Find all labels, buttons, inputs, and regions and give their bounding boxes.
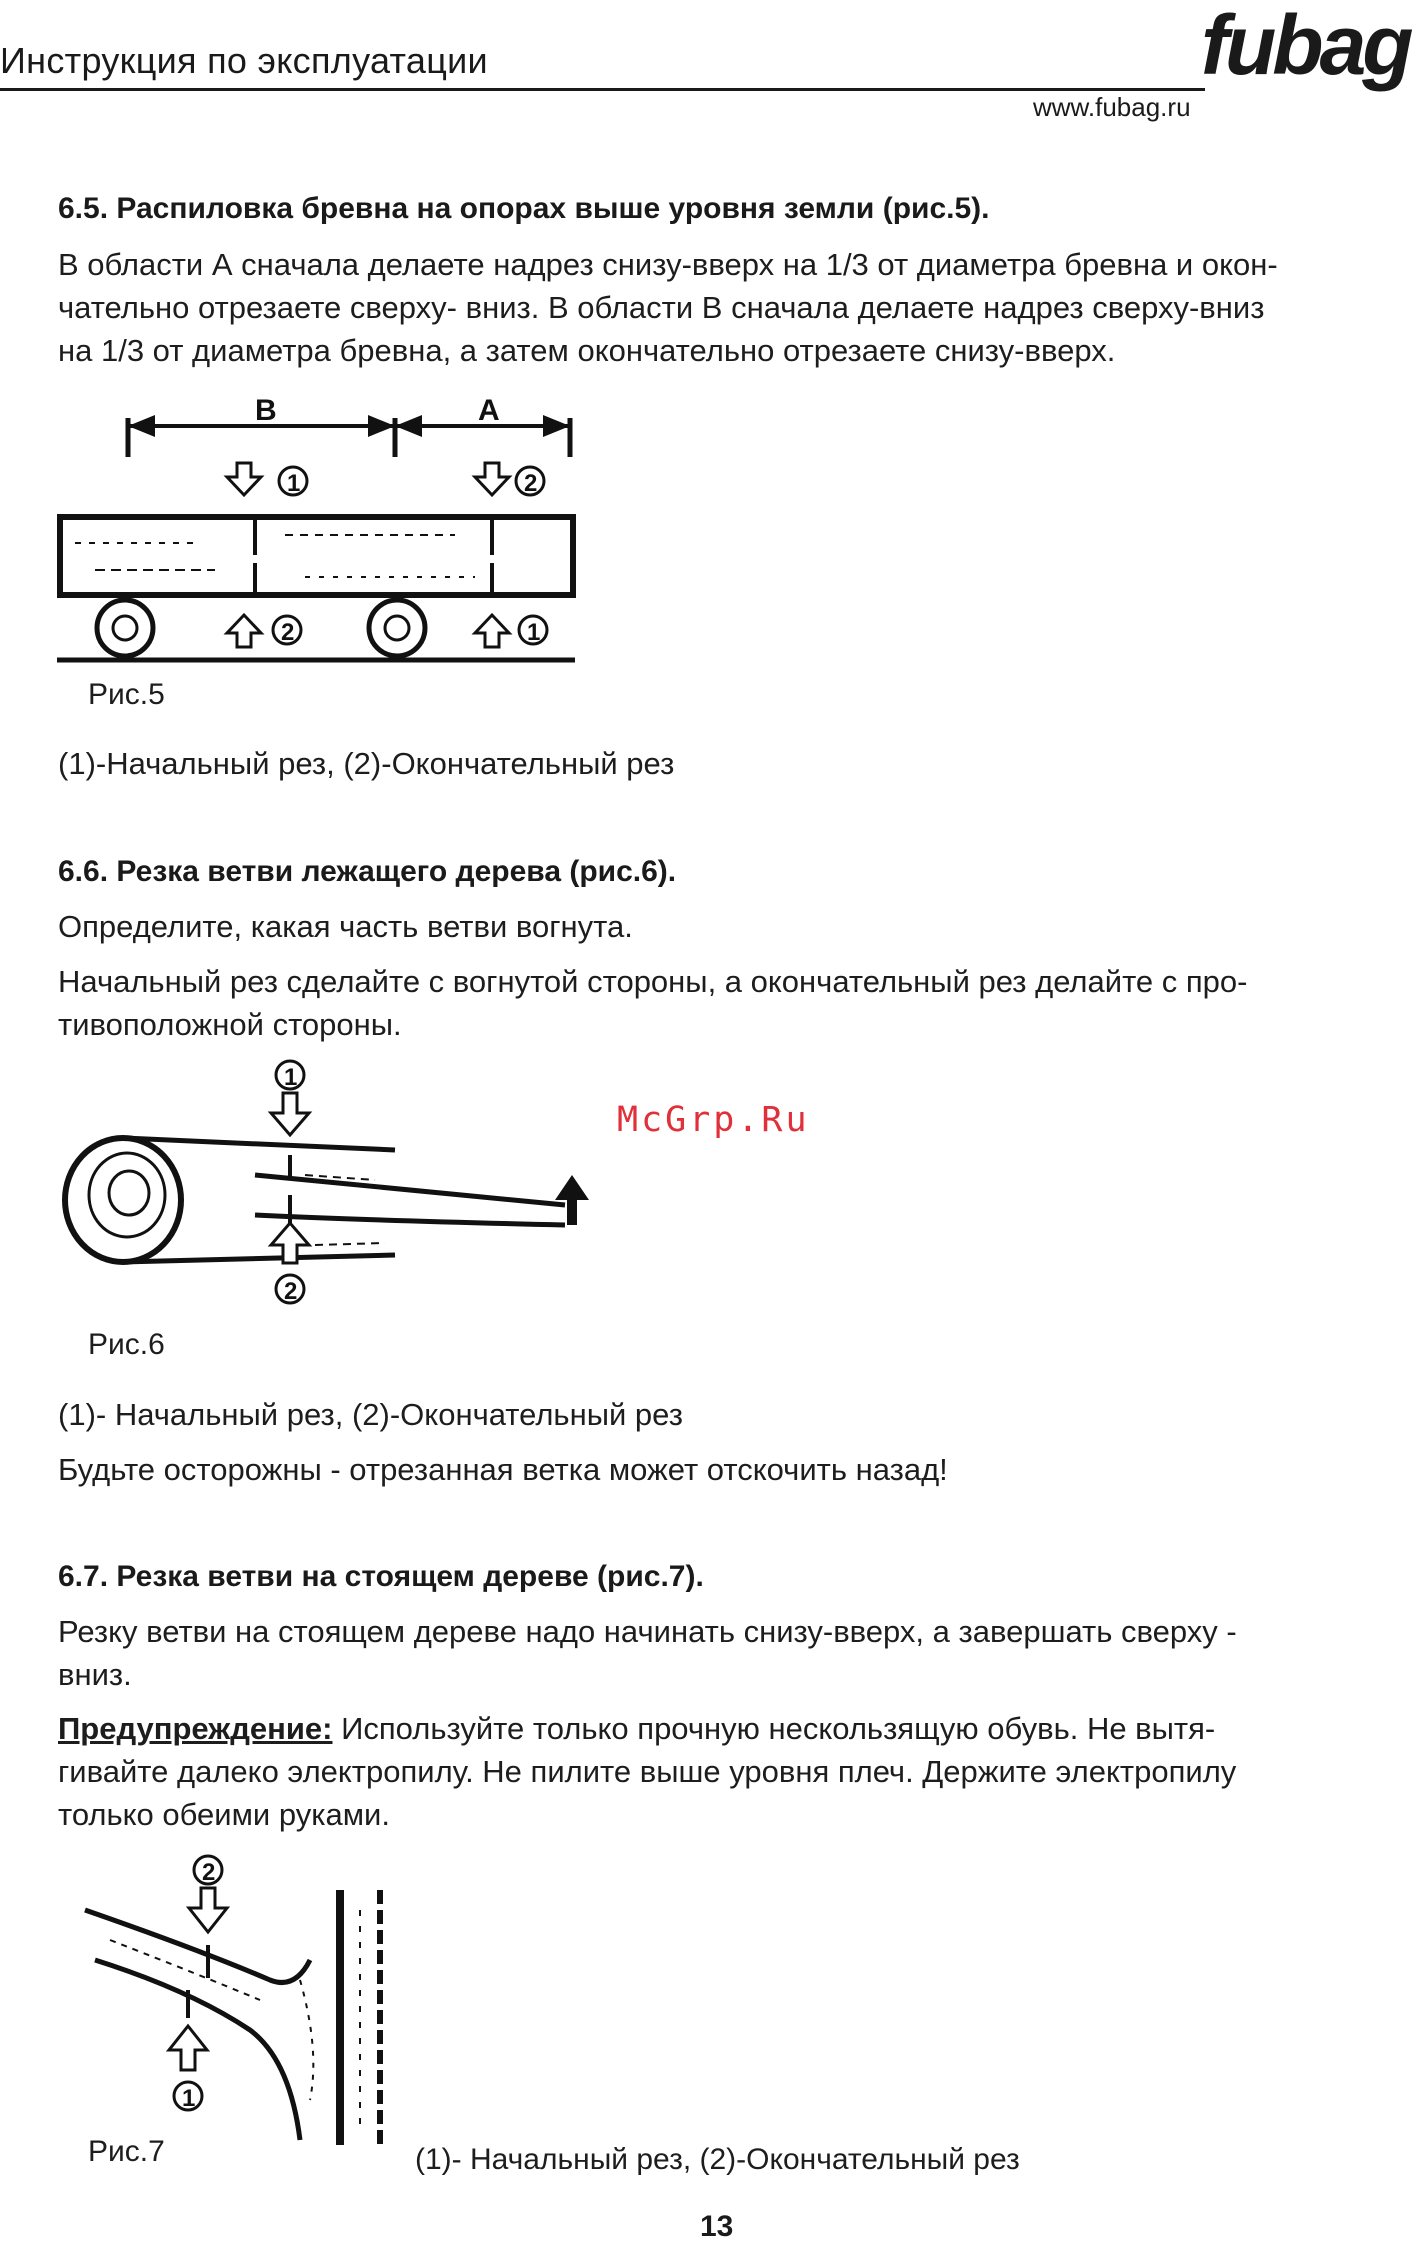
section-text-6-5 — [58, 243, 1336, 372]
text-line: Начальный рез сделайте с вогнутой стороны, а окончательный рез делайте с про- — [58, 964, 1248, 999]
section-text-6-7 — [58, 1610, 1336, 1696]
svg-text:1: 1 — [287, 470, 301, 497]
watermark: McGrp.Ru — [617, 1100, 810, 1140]
page-number: 13 — [700, 2210, 734, 2243]
section-6-7-warning — [58, 1707, 1336, 1836]
up-arrow-icon — [475, 615, 509, 647]
svg-text:2: 2 — [524, 470, 538, 497]
up-arrow-icon — [169, 2026, 207, 2070]
dimension-label-b: B — [255, 394, 277, 427]
warning-text: только обеими руками. — [58, 1797, 390, 1832]
down-arrow-icon — [271, 1093, 309, 1135]
header-rule — [0, 88, 1205, 91]
figure-6-legend: (1)- Начальный рез, (2)-Окончательный рез — [58, 1397, 683, 1432]
section-text-6-6 — [58, 960, 1336, 1046]
svg-text:1: 1 — [182, 2085, 196, 2112]
figure-5-log-on-supports — [55, 385, 585, 675]
section-text-6-6-intro: Определите, какая часть ветви вогнута. — [58, 909, 633, 944]
warning-label: Предупреждение: — [58, 1711, 333, 1746]
figure-5-legend: (1)-Начальный рез, (2)-Окончательный рез — [58, 746, 675, 781]
figure-6-lying-branch — [55, 1055, 595, 1315]
section-6-6-warning: Будьте осторожны - отрезанная ветка может отскочить назад! — [58, 1452, 948, 1487]
text-line: Резку ветви на стоящем дереве надо начинать снизу-вверх, а завершать сверху - — [58, 1614, 1237, 1649]
svg-text:2: 2 — [281, 619, 295, 646]
document-title: Инструкция по эксплуатации — [0, 40, 488, 81]
text-line: чательно отрезаете сверху- вниз. В области В сначала делаете надрез сверху-вниз — [58, 290, 1265, 325]
warning-text: гивайте далеко электропилу. Не пилите выше уровня плеч. Держите электропилу — [58, 1754, 1237, 1789]
dimension-label-a: A — [478, 394, 500, 427]
svg-text:1: 1 — [284, 1064, 298, 1091]
down-arrow-icon — [227, 463, 261, 495]
logo-wordmark: fubag — [1201, 0, 1410, 92]
section-heading-6-7: 6.7. Резка ветви на стоящем дереве (рис.7). — [58, 1560, 704, 1593]
support-log-left — [97, 600, 153, 656]
text-line: на 1/3 от диаметра бревна, а затем окончательно отрезаете снизу-вверх. — [58, 333, 1116, 368]
text-line: вниз. — [58, 1657, 132, 1692]
up-arrow-icon — [555, 1175, 589, 1225]
website-url[interactable]: www.fubag.ru — [1033, 92, 1191, 122]
section-heading-6-5: 6.5. Распиловка бревна на опорах выше уровня земли (рис.5). — [58, 192, 990, 225]
down-arrow-icon — [475, 463, 509, 495]
svg-text:1: 1 — [527, 619, 541, 646]
svg-text:2: 2 — [202, 1859, 216, 1886]
warning-text: Используйте только прочную нескользящую обувь. Не вытя- — [332, 1711, 1216, 1746]
figure-7-caption: Рис.7 — [88, 2135, 165, 2168]
support-log-right — [369, 600, 425, 656]
down-arrow-icon — [189, 1888, 227, 1932]
fubag-logo — [1195, 0, 1417, 105]
text-line: В области А сначала делаете надрез снизу-вверх на 1/3 от диаметра бревна и окон- — [58, 247, 1278, 282]
svg-text:2: 2 — [284, 1278, 298, 1305]
up-arrow-icon — [227, 615, 261, 647]
text-line: тивоположной стороны. — [58, 1007, 402, 1042]
figure-6-caption: Рис.6 — [88, 1328, 165, 1361]
figure-5-caption: Рис.5 — [88, 678, 165, 711]
section-heading-6-6: 6.6. Резка ветви лежащего дерева (рис.6). — [58, 855, 677, 888]
figure-7-legend: (1)- Начальный рез, (2)-Окончательный рез — [415, 2143, 1020, 2176]
figure-7-standing-tree-branch — [80, 1850, 400, 2150]
